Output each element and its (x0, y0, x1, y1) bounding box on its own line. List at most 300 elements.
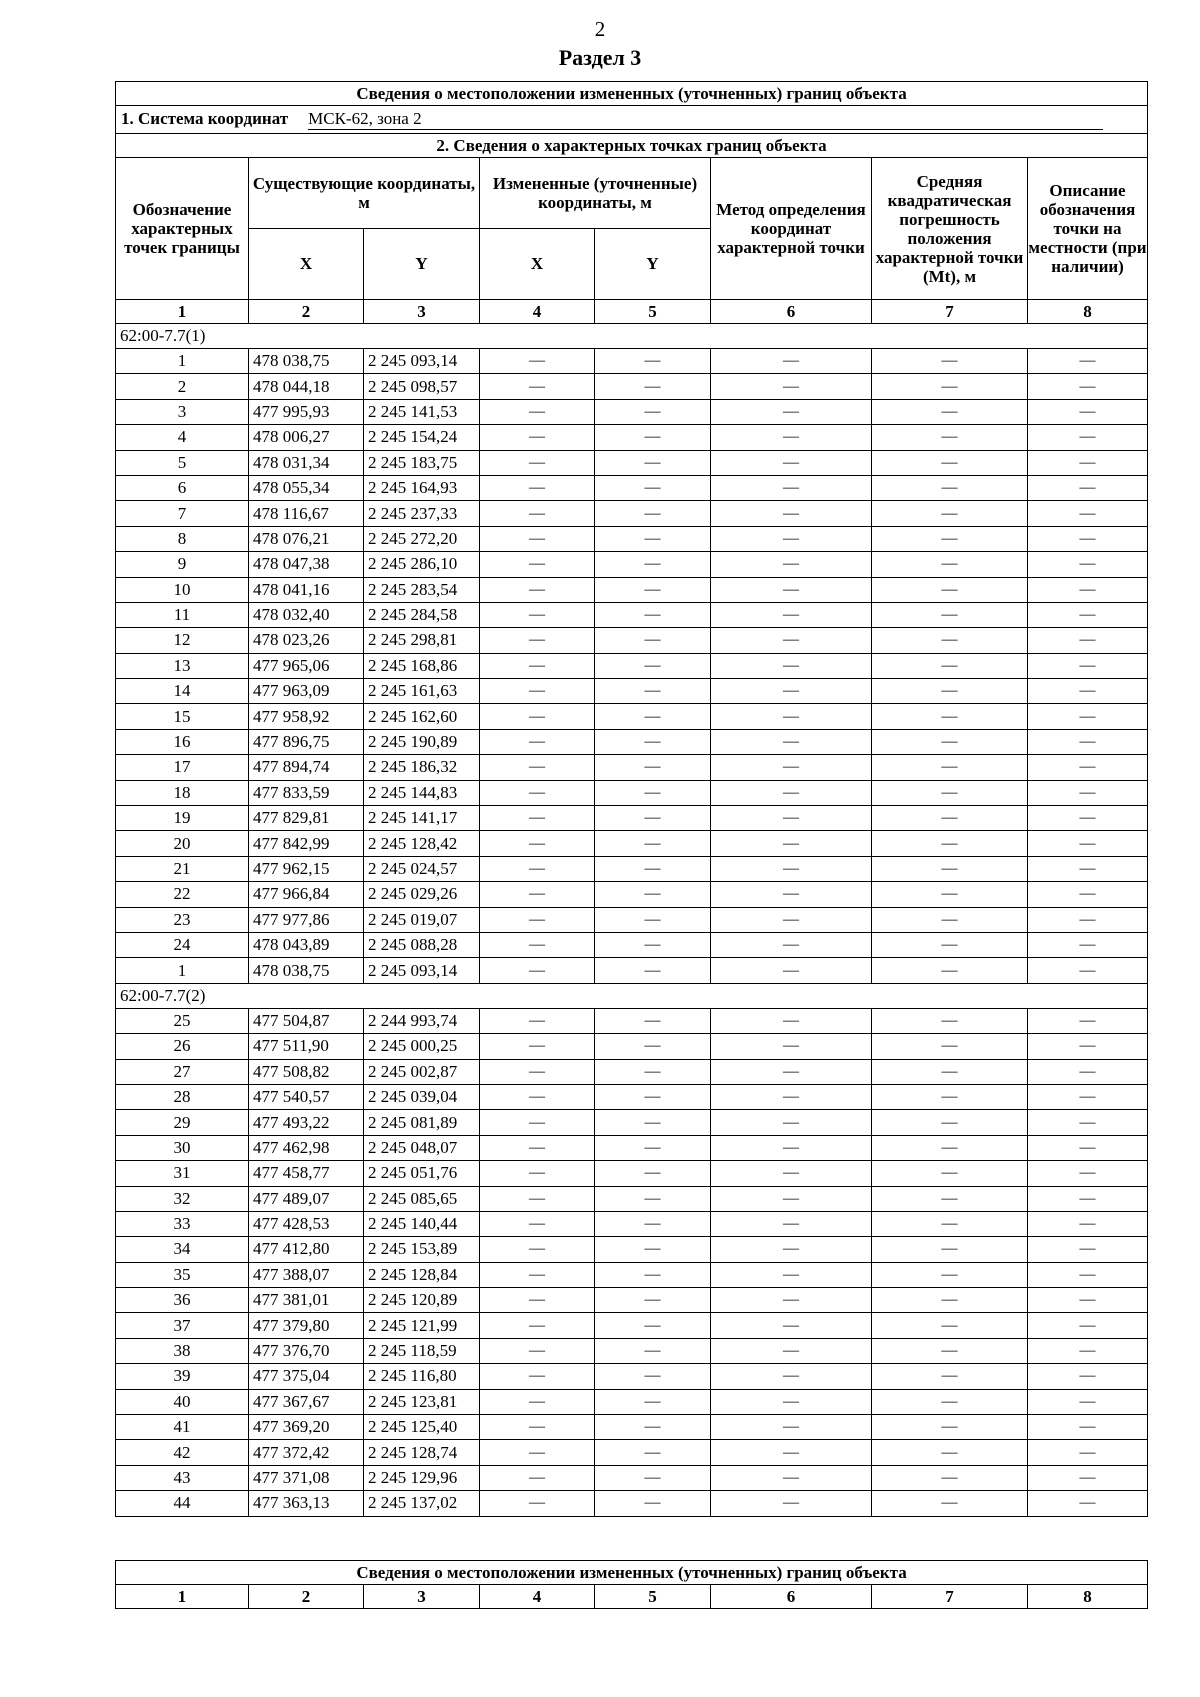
changed-y-dash: — (595, 1364, 711, 1389)
existing-y: 2 245 093,14 (364, 958, 480, 983)
point-number: 21 (116, 856, 249, 881)
point-number: 27 (116, 1059, 249, 1084)
description-dash: — (1028, 806, 1148, 831)
existing-y: 2 244 993,74 (364, 1008, 480, 1033)
description-dash: — (1028, 526, 1148, 551)
point-number: 5 (116, 450, 249, 475)
method-dash: — (711, 450, 872, 475)
changed-y-dash: — (595, 1211, 711, 1236)
column-number: 7 (872, 1585, 1028, 1609)
existing-y: 2 245 085,65 (364, 1186, 480, 1211)
description-dash: — (1028, 475, 1148, 500)
existing-y: 2 245 000,25 (364, 1034, 480, 1059)
description-dash: — (1028, 755, 1148, 780)
method-dash: — (711, 882, 872, 907)
description-dash: — (1028, 1440, 1148, 1465)
changed-y-dash: — (595, 1288, 711, 1313)
changed-y-dash: — (595, 729, 711, 754)
existing-y: 2 245 237,33 (364, 501, 480, 526)
changed-y-dash: — (595, 1135, 711, 1160)
existing-x: 478 047,38 (249, 552, 364, 577)
description-dash: — (1028, 628, 1148, 653)
error-dash: — (872, 1008, 1028, 1033)
table-row (116, 1110, 1148, 1135)
existing-x: 477 489,07 (249, 1186, 364, 1211)
existing-x: 477 388,07 (249, 1262, 364, 1287)
changed-x-dash: — (480, 1262, 595, 1287)
column-number: 6 (711, 300, 872, 324)
column-number: 6 (711, 1585, 872, 1609)
error-dash: — (872, 729, 1028, 754)
existing-x: 477 511,90 (249, 1034, 364, 1059)
existing-x: 477 367,67 (249, 1389, 364, 1414)
header-changed-x: X (480, 229, 595, 300)
existing-y: 2 245 118,59 (364, 1338, 480, 1363)
points-title: 2. Сведения о характерных точках границ объекта (116, 134, 1148, 158)
changed-y-dash: — (595, 1313, 711, 1338)
error-dash: — (872, 1110, 1028, 1135)
existing-x: 477 412,80 (249, 1237, 364, 1262)
existing-y: 2 245 128,74 (364, 1440, 480, 1465)
method-dash: — (711, 1034, 872, 1059)
existing-x: 477 375,04 (249, 1364, 364, 1389)
column-number: 4 (480, 1585, 595, 1609)
description-dash: — (1028, 1237, 1148, 1262)
changed-x-dash: — (480, 1338, 595, 1363)
table-row (116, 628, 1148, 653)
boundary-points-table (115, 81, 1148, 1517)
point-number: 10 (116, 577, 249, 602)
changed-x-dash: — (480, 1491, 595, 1516)
method-dash: — (711, 1110, 872, 1135)
existing-x: 477 963,09 (249, 679, 364, 704)
changed-y-dash: — (595, 882, 711, 907)
error-dash: — (872, 1262, 1028, 1287)
point-number: 4 (116, 425, 249, 450)
existing-x: 478 043,89 (249, 932, 364, 957)
existing-x: 478 038,75 (249, 958, 364, 983)
changed-x-dash: — (480, 1135, 595, 1160)
existing-x: 477 842,99 (249, 831, 364, 856)
table-row (116, 399, 1148, 424)
header-existing-coords: Существующие координаты, м (249, 158, 480, 229)
existing-y: 2 245 272,20 (364, 526, 480, 551)
method-dash: — (711, 552, 872, 577)
table-row (116, 653, 1148, 678)
table-title: Сведения о местоположении измененных (уточненных) границ объекта (116, 82, 1148, 106)
changed-y-dash: — (595, 932, 711, 957)
error-dash: — (872, 1440, 1028, 1465)
changed-x-dash: — (480, 653, 595, 678)
method-dash: — (711, 1059, 872, 1084)
description-dash: — (1028, 1465, 1148, 1490)
point-number: 37 (116, 1313, 249, 1338)
existing-x: 477 379,80 (249, 1313, 364, 1338)
point-number: 1 (116, 349, 249, 374)
point-number: 42 (116, 1440, 249, 1465)
header-designation: Обозначение характерных точек границы (116, 158, 249, 300)
column-number: 5 (595, 300, 711, 324)
method-dash: — (711, 1313, 872, 1338)
table-row (116, 679, 1148, 704)
changed-y-dash: — (595, 1237, 711, 1262)
existing-y: 2 245 164,93 (364, 475, 480, 500)
existing-y: 2 245 141,17 (364, 806, 480, 831)
existing-y: 2 245 162,60 (364, 704, 480, 729)
existing-y: 2 245 161,63 (364, 679, 480, 704)
description-dash: — (1028, 1161, 1148, 1186)
existing-y: 2 245 286,10 (364, 552, 480, 577)
changed-x-dash: — (480, 425, 595, 450)
method-dash: — (711, 374, 872, 399)
error-dash: — (872, 475, 1028, 500)
method-dash: — (711, 1415, 872, 1440)
existing-x: 477 966,84 (249, 882, 364, 907)
description-dash: — (1028, 932, 1148, 957)
error-dash: — (872, 577, 1028, 602)
description-dash: — (1028, 679, 1148, 704)
description-dash: — (1028, 1338, 1148, 1363)
column-number: 3 (364, 300, 480, 324)
description-dash: — (1028, 729, 1148, 754)
changed-x-dash: — (480, 1034, 595, 1059)
table-row (116, 1135, 1148, 1160)
table-row (116, 704, 1148, 729)
point-number: 2 (116, 374, 249, 399)
existing-y: 2 245 190,89 (364, 729, 480, 754)
changed-x-dash: — (480, 1110, 595, 1135)
method-dash: — (711, 1389, 872, 1414)
table-row (116, 1211, 1148, 1236)
description-dash: — (1028, 1415, 1148, 1440)
changed-y-dash: — (595, 475, 711, 500)
changed-x-dash: — (480, 374, 595, 399)
method-dash: — (711, 1237, 872, 1262)
point-number: 28 (116, 1084, 249, 1109)
changed-x-dash: — (480, 602, 595, 627)
existing-x: 478 031,34 (249, 450, 364, 475)
error-dash: — (872, 1211, 1028, 1236)
coord-system-value: МСК-62, зона 2 (308, 109, 1103, 130)
error-dash: — (872, 1084, 1028, 1109)
method-dash: — (711, 1465, 872, 1490)
existing-x: 478 023,26 (249, 628, 364, 653)
existing-y: 2 245 186,32 (364, 755, 480, 780)
point-number: 29 (116, 1110, 249, 1135)
error-dash: — (872, 349, 1028, 374)
point-number: 23 (116, 907, 249, 932)
table-row (116, 780, 1148, 805)
point-number: 40 (116, 1389, 249, 1414)
changed-y-dash: — (595, 577, 711, 602)
description-dash: — (1028, 577, 1148, 602)
point-number: 26 (116, 1034, 249, 1059)
table-row (116, 475, 1148, 500)
column-number: 2 (249, 1585, 364, 1609)
changed-x-dash: — (480, 349, 595, 374)
table-row (116, 755, 1148, 780)
point-number: 43 (116, 1465, 249, 1490)
existing-y: 2 245 116,80 (364, 1364, 480, 1389)
changed-y-dash: — (595, 831, 711, 856)
changed-y-dash: — (595, 1465, 711, 1490)
changed-x-dash: — (480, 704, 595, 729)
existing-y: 2 245 141,53 (364, 399, 480, 424)
section-title: Раздел 3 (558, 45, 642, 70)
description-dash: — (1028, 704, 1148, 729)
changed-x-dash: — (480, 780, 595, 805)
table-row (116, 1034, 1148, 1059)
column-number: 8 (1028, 300, 1148, 324)
table-row (116, 374, 1148, 399)
existing-x: 477 369,20 (249, 1415, 364, 1440)
existing-x: 477 376,70 (249, 1338, 364, 1363)
column-number: 1 (116, 1585, 249, 1609)
point-number: 16 (116, 729, 249, 754)
table-row (116, 856, 1148, 881)
changed-y-dash: — (595, 526, 711, 551)
changed-y-dash: — (595, 679, 711, 704)
point-number: 39 (116, 1364, 249, 1389)
changed-y-dash: — (595, 501, 711, 526)
method-dash: — (711, 1440, 872, 1465)
changed-y-dash: — (595, 1440, 711, 1465)
point-number: 44 (116, 1491, 249, 1516)
error-dash: — (872, 780, 1028, 805)
method-dash: — (711, 755, 872, 780)
existing-x: 477 508,82 (249, 1059, 364, 1084)
existing-x: 477 829,81 (249, 806, 364, 831)
method-dash: — (711, 1262, 872, 1287)
existing-y: 2 245 140,44 (364, 1211, 480, 1236)
table-row (116, 1059, 1148, 1084)
existing-y: 2 245 183,75 (364, 450, 480, 475)
changed-x-dash: — (480, 1084, 595, 1109)
changed-y-dash: — (595, 755, 711, 780)
description-dash: — (1028, 425, 1148, 450)
error-dash: — (872, 653, 1028, 678)
existing-y: 2 245 153,89 (364, 1237, 480, 1262)
existing-x: 477 540,57 (249, 1084, 364, 1109)
changed-y-dash: — (595, 450, 711, 475)
changed-y-dash: — (595, 1491, 711, 1516)
changed-x-dash: — (480, 501, 595, 526)
error-dash: — (872, 1288, 1028, 1313)
changed-x-dash: — (480, 882, 595, 907)
continuation-table (115, 1560, 1148, 1609)
changed-y-dash: — (595, 552, 711, 577)
changed-x-dash: — (480, 552, 595, 577)
table-row (116, 349, 1148, 374)
error-dash: — (872, 856, 1028, 881)
table-row (116, 882, 1148, 907)
group-row (116, 983, 1148, 1008)
column-number: 5 (595, 1585, 711, 1609)
changed-x-dash: — (480, 1313, 595, 1338)
description-dash: — (1028, 399, 1148, 424)
changed-x-dash: — (480, 932, 595, 957)
point-number: 31 (116, 1161, 249, 1186)
method-dash: — (711, 679, 872, 704)
existing-x: 478 038,75 (249, 349, 364, 374)
changed-x-dash: — (480, 1389, 595, 1414)
table-row (116, 1415, 1148, 1440)
changed-x-dash: — (480, 806, 595, 831)
error-dash: — (872, 932, 1028, 957)
description-dash: — (1028, 1135, 1148, 1160)
changed-x-dash: — (480, 1211, 595, 1236)
error-dash: — (872, 374, 1028, 399)
description-dash: — (1028, 1084, 1148, 1109)
page-number: 2 (594, 17, 606, 41)
existing-x: 478 055,34 (249, 475, 364, 500)
coord-system-label: 1. Система координат (121, 109, 289, 128)
table-row (116, 1491, 1148, 1516)
changed-x-dash: — (480, 755, 595, 780)
header-existing-x: X (249, 229, 364, 300)
method-dash: — (711, 1491, 872, 1516)
changed-x-dash: — (480, 450, 595, 475)
changed-y-dash: — (595, 907, 711, 932)
existing-y: 2 245 024,57 (364, 856, 480, 881)
existing-x: 477 896,75 (249, 729, 364, 754)
table-row (116, 1008, 1148, 1033)
table-row (116, 907, 1148, 932)
changed-x-dash: — (480, 1059, 595, 1084)
description-dash: — (1028, 907, 1148, 932)
point-number: 9 (116, 552, 249, 577)
error-dash: — (872, 628, 1028, 653)
error-dash: — (872, 806, 1028, 831)
method-dash: — (711, 780, 872, 805)
column-number: 1 (116, 300, 249, 324)
existing-x: 477 372,42 (249, 1440, 364, 1465)
changed-x-dash: — (480, 577, 595, 602)
description-dash: — (1028, 450, 1148, 475)
existing-x: 477 833,59 (249, 780, 364, 805)
description-dash: — (1028, 1186, 1148, 1211)
continuation-column-numbers-row (116, 1585, 1148, 1609)
existing-y: 2 245 129,96 (364, 1465, 480, 1490)
description-dash: — (1028, 1491, 1148, 1516)
point-number: 15 (116, 704, 249, 729)
description-dash: — (1028, 1364, 1148, 1389)
method-dash: — (711, 602, 872, 627)
group-name: 62:00-7.7(2) (116, 983, 1148, 1008)
table-row (116, 552, 1148, 577)
table-row (116, 577, 1148, 602)
description-dash: — (1028, 1313, 1148, 1338)
coord-system-row (116, 106, 1148, 134)
existing-y: 2 245 098,57 (364, 374, 480, 399)
method-dash: — (711, 831, 872, 856)
existing-y: 2 245 019,07 (364, 907, 480, 932)
error-dash: — (872, 1389, 1028, 1414)
existing-y: 2 245 283,54 (364, 577, 480, 602)
existing-x: 477 462,98 (249, 1135, 364, 1160)
description-dash: — (1028, 882, 1148, 907)
changed-x-dash: — (480, 1008, 595, 1033)
existing-y: 2 245 002,87 (364, 1059, 480, 1084)
point-number: 13 (116, 653, 249, 678)
existing-x: 478 044,18 (249, 374, 364, 399)
error-dash: — (872, 1059, 1028, 1084)
changed-x-dash: — (480, 1237, 595, 1262)
header-existing-y: Y (364, 229, 480, 300)
existing-y: 2 245 128,42 (364, 831, 480, 856)
existing-x: 477 381,01 (249, 1288, 364, 1313)
error-dash: — (872, 1161, 1028, 1186)
table-row (116, 1313, 1148, 1338)
header-changed-coords: Измененные (уточненные) координаты, м (480, 158, 711, 229)
changed-x-dash: — (480, 856, 595, 881)
table-row (116, 806, 1148, 831)
table-row (116, 501, 1148, 526)
changed-y-dash: — (595, 1338, 711, 1363)
existing-y: 2 245 029,26 (364, 882, 480, 907)
existing-x: 477 958,92 (249, 704, 364, 729)
changed-y-dash: — (595, 349, 711, 374)
existing-y: 2 245 298,81 (364, 628, 480, 653)
existing-y: 2 245 168,86 (364, 653, 480, 678)
description-dash: — (1028, 831, 1148, 856)
method-dash: — (711, 425, 872, 450)
changed-y-dash: — (595, 1034, 711, 1059)
table-row (116, 425, 1148, 450)
error-dash: — (872, 1034, 1028, 1059)
error-dash: — (872, 602, 1028, 627)
changed-y-dash: — (595, 1084, 711, 1109)
changed-x-dash: — (480, 475, 595, 500)
changed-x-dash: — (480, 831, 595, 856)
table-row (116, 450, 1148, 475)
table-row (116, 958, 1148, 983)
error-dash: — (872, 526, 1028, 551)
description-dash: — (1028, 958, 1148, 983)
point-number: 19 (116, 806, 249, 831)
description-dash: — (1028, 1110, 1148, 1135)
existing-x: 478 076,21 (249, 526, 364, 551)
table-row (116, 1440, 1148, 1465)
point-number: 6 (116, 475, 249, 500)
changed-x-dash: — (480, 907, 595, 932)
method-dash: — (711, 653, 872, 678)
column-number: 3 (364, 1585, 480, 1609)
changed-y-dash: — (595, 1389, 711, 1414)
table-row (116, 1186, 1148, 1211)
method-dash: — (711, 577, 872, 602)
error-dash: — (872, 1465, 1028, 1490)
existing-y: 2 245 039,04 (364, 1084, 480, 1109)
changed-y-dash: — (595, 425, 711, 450)
method-dash: — (711, 501, 872, 526)
point-number: 30 (116, 1135, 249, 1160)
existing-x: 477 977,86 (249, 907, 364, 932)
existing-y: 2 245 154,24 (364, 425, 480, 450)
error-dash: — (872, 425, 1028, 450)
existing-x: 477 493,22 (249, 1110, 364, 1135)
changed-y-dash: — (595, 374, 711, 399)
changed-y-dash: — (595, 1161, 711, 1186)
changed-x-dash: — (480, 1440, 595, 1465)
changed-y-dash: — (595, 1186, 711, 1211)
method-dash: — (711, 1084, 872, 1109)
table-row (116, 1237, 1148, 1262)
description-dash: — (1028, 856, 1148, 881)
changed-y-dash: — (595, 856, 711, 881)
error-dash: — (872, 1237, 1028, 1262)
changed-x-dash: — (480, 399, 595, 424)
